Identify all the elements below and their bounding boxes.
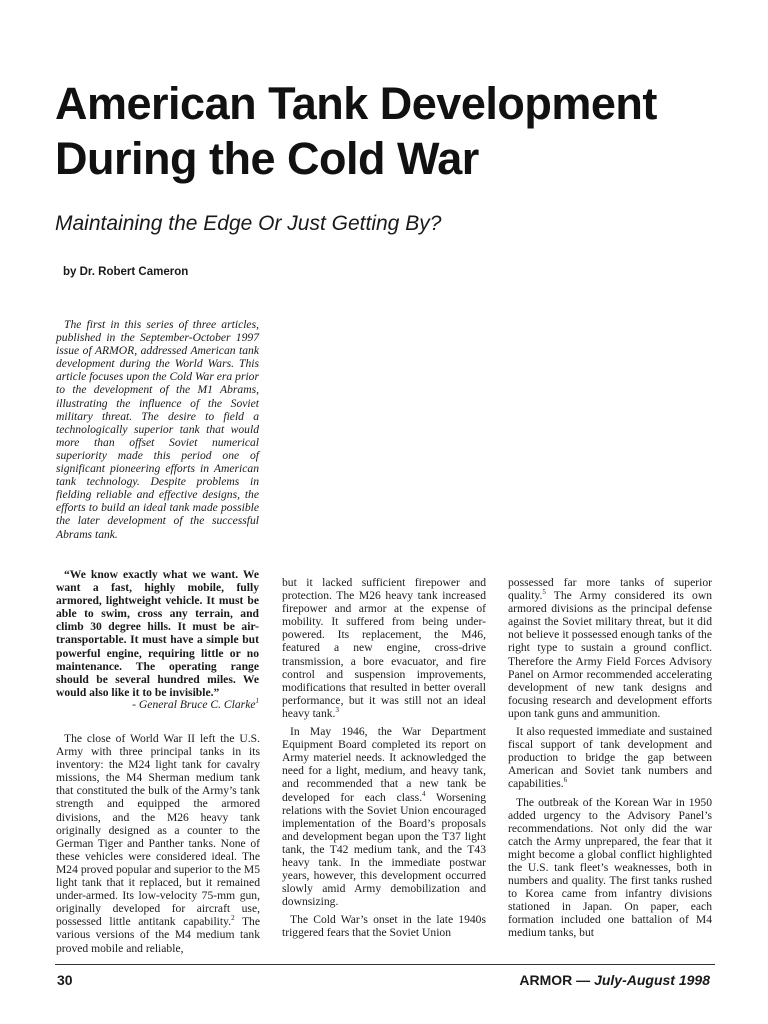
body-paragraph: In May 1946, the War Department Equipment Board completed its report on Army materiel needs. It acknowledged the need for a light, medium, and heavy tank, and recommended that a new tank be developed for each class.$^4$ Worsening relations with the Soviet Union encouraged implementation of the Board’s proposals and development began upon the T37 light tank, the T42 medium tank, and the T43 heavy tank. In the immediate postwar years, however, this development occurred slowly amid Army demobilization and downsizing.	[282, 725, 486, 909]
running-footer	[519, 972, 710, 988]
publication-name: ARMOR —	[519, 972, 595, 988]
issue-date: July-August 1998	[594, 972, 710, 988]
body-paragraph: The close of World War II left the U.S. Army with three principal tanks in its inventory: the M24 light tank for cavalry missions, the M4 Sherman medium tank that constituted the bulk of the Army’s tank strength and equipped the armored divisions, and the M26 heavy tank originally designed as a counter to the German Tiger and Panther tanks. None of these vehicles were considered ideal. The M24 proved popular and superior to the M5 light tank that it replaced, but it remained under-armed. Its low-velocity 75-mm gun, originally developed for aircraft use, possessed little antitank capability.$^2$ The various versions of the M4 medium tank proved mobile and reliable,	[56, 732, 260, 955]
body-paragraph: The outbreak of the Korean War in 1950 added urgency to the Advisory Panel’s recommendations. Not only did the war catch the Army unprepared, the fear that it might become a global conflict highlighted the U.S. tank fleet’s weaknesses, both in numbers and quality. The first tanks rushed to Korea came from infantry divisions stationed in Japan. On paper, each formation included one battalion of M4 medium tanks, but	[508, 795, 712, 940]
footnote-ref: 4	[422, 789, 426, 798]
footnote-ref: 1	[255, 697, 259, 706]
footnote-ref: 3	[335, 706, 339, 715]
article-title	[55, 76, 755, 186]
attribution-text: - General Bruce C. Clarke	[132, 698, 256, 711]
byline: by Dr. Robert Cameron	[63, 266, 189, 278]
body-column-1	[56, 732, 260, 960]
body-paragraph: It also requested immediate and sustained fiscal support of tank development and production to bridge the gap between American and Soviet tank numbers and capabilities.$^6$	[508, 725, 712, 791]
intro-paragraph: The first in this series of three articles, published in the September-October 1997 issue of ARMOR, addressed American tank development during the World Wars. This article focuses upon the Cold War era prior to the development of the M1 Abrams, illustrating the influence of the Soviet military threat. The desire to field a technologically superior tank that would more than offset Soviet numerical superiority made this period one of significant pioneering efforts in American tank technology. Despite problems in fielding reliable and effective designs, the efforts to build an ideal tank made possible the later development of the successful Abrams tank.	[56, 318, 259, 541]
epigraph-quote: “We know exactly what we want. We want a fast, highly mobile, fully armored, lightweight vehicle. It must be able to swim, cross any terrain, and climb 30 degree hills. It must be air-transportable. It must have a simple but powerful engine, requiring little or no maintenance. The operating range should be several hundred miles. We would also like it to be invisible.”	[56, 568, 259, 699]
article-subtitle: Maintaining the Edge Or Just Getting By?	[55, 212, 442, 235]
epigraph-attribution	[56, 698, 259, 711]
body-column-3	[508, 576, 712, 945]
title-line-1: American Tank Development	[55, 78, 657, 129]
body-paragraph: The Cold War’s onset in the late 1940s triggered fears that the Soviet Union	[282, 913, 486, 940]
body-paragraph: possessed far more tanks of superior quality.$^5$ The Army considered its own armored divisions as the principal defense against the Soviet military threat, but it did not believe it possessed enough tanks of the right type to sustain a ground conflict. Therefore the Army Field Forces Advisory Panel on Armor recommended accelerating development of new tank designs and focusing research and development efforts upon tank guns and ammunition.	[508, 576, 712, 720]
footnote-ref: 5	[542, 588, 546, 597]
footer-rule	[55, 964, 715, 965]
title-line-2: During the Cold War	[55, 133, 479, 184]
body-paragraph: but it lacked sufficient firepower and protection. The M26 heavy tank increased firepower and armor at the expense of mobility. It suffered from being under-powered. Its replacement, the M46, featured a new engine, cross-drive transmission, a bore evacuator, and fire control and suspension improvements, modifications that resulted in better overall performance, but it was still not an ideal heavy tank.$^3$	[282, 576, 486, 720]
footnote-ref: 6	[563, 776, 568, 785]
footnote-ref: 2	[231, 914, 235, 923]
page-number: 30	[57, 972, 73, 988]
body-column-2	[282, 576, 486, 945]
